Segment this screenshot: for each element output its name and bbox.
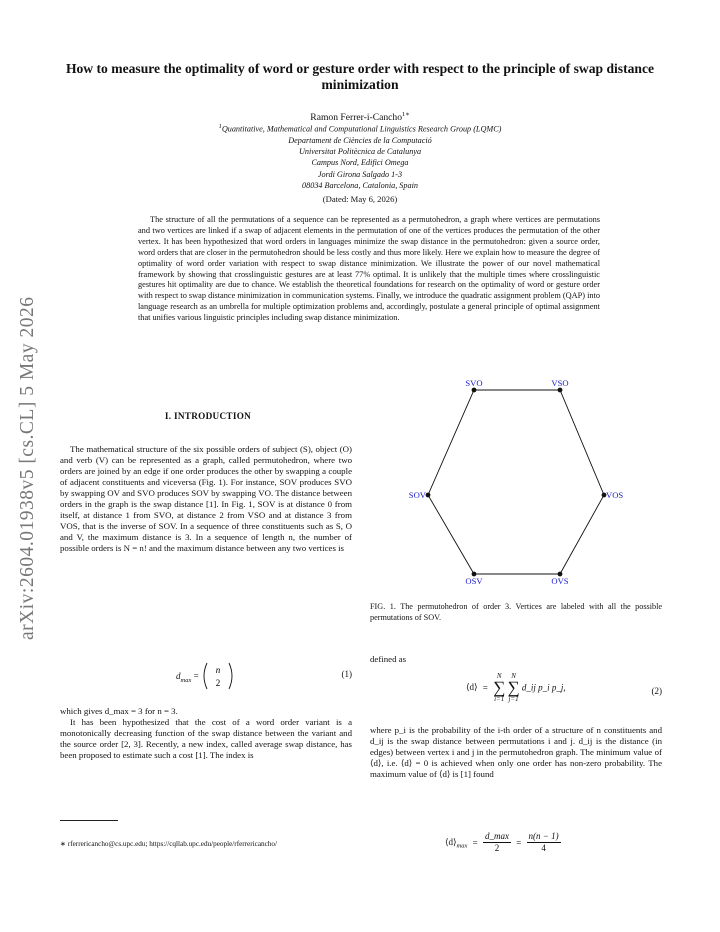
- footnote: ∗ rferrericancho@cs.upc.edu; https://cqllab.upc.edu/people/rferrericancho/: [60, 840, 277, 848]
- affiliation-line: $^1$Quantitative, Mathematical and Computational Linguistics Research Group (LQMC): [218, 123, 502, 134]
- affiliation-line: Campus Nord, Edifici Omega: [311, 158, 409, 168]
- equation-2: [370, 672, 662, 712]
- affiliation-line: Universitat Politècnica de Catalunya: [298, 147, 422, 157]
- sum-j: N ∑ j=1: [507, 672, 520, 703]
- fraction-dmax-over-2: $\frac{d\_\max}{2}$: [484, 831, 509, 853]
- intro-paragraph: The mathematical structure of the six possible orders of subject (S), object (O) and verb (V) can be represented as a graph, called permutohedron, where two orders are joined by an edge if one order produces the other by swapping a couple of adjacent constituents and viceversa (Fig. 1). For instance, SOV produces SVO by swapping OV and SVO produces SOV by swapping VO. The distance between orders in the graph is the swap distance [1]. In Fig. 1, SOV is at distance 0 from itself, at distance 1 from SVO, at distance 2 from VSO and at distance 3 from VOS, that is the inverse of SOV. In a sequence of three constituents such as S, O and V, the maximum distance is 3. In a sequence of length n, the number of possible orders is N = n! and the maximum distance between any two vertices is: [60, 444, 352, 553]
- figure-permutohedron: [398, 376, 660, 586]
- right-paragraph-block: [370, 725, 662, 780]
- section-heading: I. INTRODUCTION: [164, 411, 252, 421]
- vertex-label-osv: OSV: [465, 576, 483, 586]
- second-paragraph: It has been hypothesized that the cost of a word order variant is a monotonically decreasing function of the swap distance between the variant and the source order [2, 3]. Recently, a new index, called average swap distance, has been proposed to estimate such a cost [1]. The index is: [60, 717, 352, 760]
- right-paragraph: where p_i is the probability of the i-th order of a structure of n constituents and d_ij is the swap distance between permutations i and j. d_ij is the distance (in edges) between vertex i and j in the permutohedron graph. The minimum value of ⟨d⟩, i.e. ⟨d⟩ = 0 is achieved when only one order has non-zero probability. The maximum value of ⟨d⟩ is [1] found: [370, 725, 662, 779]
- author-name: Ramon Ferrer-i-Cancho: [310, 112, 403, 124]
- defined-as-text: defined as: [370, 654, 407, 664]
- after-eq1-line: which gives d_max = 3 for n = 3.: [60, 706, 178, 716]
- svg-text:n: n: [215, 665, 221, 675]
- vertex-dot: [472, 388, 477, 393]
- affiliation-line: Departament de Ciències de la Computació: [288, 135, 432, 145]
- vertex-label-sov: SOV: [408, 490, 426, 500]
- left-column-continuation: [60, 706, 352, 761]
- permutohedron-graph: [398, 376, 660, 586]
- equation-2-number: (2): [651, 686, 662, 696]
- vertex-dot: [426, 493, 431, 498]
- arxiv-stamp: [11, 268, 39, 640]
- author-marks: 1∗: [402, 111, 410, 118]
- fraction-n-n-minus-1-over-4: $\frac{n(n - 1)}{4}$: [528, 831, 559, 853]
- vertex-dot: [558, 388, 563, 393]
- paper-title: How to measure the optimality of word or gesture order with respect to the principle of swap distance minimization: [65, 61, 655, 92]
- arxiv-stamp-text: arXiv:2604.01938v5 [cs.CL] 5 May 2026: [17, 296, 38, 640]
- vertex-label-vso: VSO: [551, 378, 569, 388]
- affiliation-line: 08034 Barcelona, Catalonia, Spain: [302, 180, 418, 190]
- vertex-label-ovs: OVS: [551, 576, 569, 586]
- equation-2-math: ⟨d⟩ = N ∑ i=1 N ∑ j=1 d_ij p_i p_j,: [466, 672, 566, 703]
- affiliation-line: Jordi Girona Salgado 1-3: [317, 169, 403, 179]
- svg-text:2: 2: [215, 678, 221, 688]
- hexagon-edges: [428, 390, 604, 574]
- vertex-label-svo: SVO: [465, 378, 483, 388]
- vertex-label-vos: VOS: [606, 490, 624, 500]
- summand: d_ij p_i p_j: [521, 682, 564, 693]
- sum-i: N ∑ i=1: [493, 672, 506, 703]
- equation-1-math: $d_{max}$ = n 2: [176, 661, 235, 693]
- figure-caption: FIG. 1. The permutohedron of order 3. Vertices are labeled with all the possible permutations of SOV.: [370, 602, 662, 622]
- footnote-rule: [60, 820, 118, 821]
- affiliation-mark: 1: [218, 123, 222, 130]
- binomial: [201, 661, 235, 693]
- equation-1-number: (1): [341, 669, 352, 679]
- affiliation-block: [60, 121, 660, 191]
- abstract: The structure of all the permutations of a sequence can be represented as a permutohedron, a graph where vertices are permutations and two vertices are linked if a swap of adjacent elements in the permutation of one of the vertices produces the permutation of the other vertex. It has been hypothesized that word orders in languages minimize the swap distance in the permutohedron: given a source order, word orders that are closer in the permutohedron should be less costly and thus more likely. Here we explain how to measure the degree of optimality of word order variation with respect to swap distance minimization. We illustrate the power of our novel mathematical framework by showing that crosslinguistic gestures are at least 77% optimal. It is unlikely that the multiple times where crosslinguistic gestures hit optimality are due to chance. We establish the theoretical foundations for research on the optimality of word or gesture order with respect to swap distance minimization in communication systems. Finally, we introduce the quadratic assignment problem (QAP) into language research as an umbrella for multiple optimization problems and, accordingly, postulate a general principle of optimal assignment that unifies various linguistic principles including swap distance minimization.: [138, 215, 600, 323]
- date-line: (Dated: May 6, 2026): [322, 194, 398, 204]
- equation-1: [60, 661, 352, 691]
- intro-paragraph-block: [60, 444, 352, 554]
- equation-3: $⟨d⟩_{max}$ = $\frac{d\_\max}{2}$ = $\frac{n(n - 1)}{4}$: [445, 831, 559, 853]
